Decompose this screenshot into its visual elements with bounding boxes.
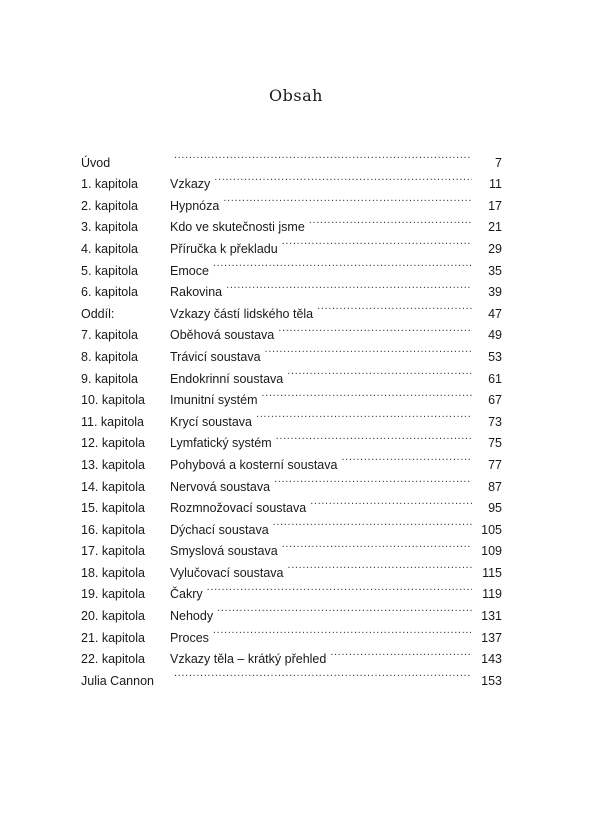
toc-entry-label: 22. kapitola — [81, 652, 145, 667]
toc-entry — [81, 534, 502, 559]
toc-leader-dots — [287, 361, 472, 383]
toc-entry-page: 53 — [488, 349, 502, 364]
toc-entry-label: 3. kapitola — [81, 220, 138, 235]
toc-entry — [81, 210, 502, 235]
toc-leader-dots — [256, 404, 472, 426]
toc-entry-label: 12. kapitola — [81, 436, 145, 451]
toc-entry — [81, 598, 502, 624]
toc-entry-page: 87 — [488, 479, 502, 494]
toc-entry — [81, 383, 502, 408]
toc-entry-label: 5. kapitola — [81, 263, 138, 278]
toc-entry-label: 11. kapitola — [81, 414, 145, 429]
toc-entry-label: 2. kapitola — [81, 198, 138, 213]
toc-leader-dots — [276, 426, 472, 448]
toc-entry-label: 18. kapitola — [81, 565, 145, 580]
toc-entry — [81, 296, 502, 321]
toc-entry-label: 10. kapitola — [81, 393, 145, 408]
toc-entry — [81, 512, 502, 537]
toc-entry-page: 61 — [488, 371, 502, 386]
toc-entry-page: 105 — [481, 522, 502, 537]
toc-entry-page: 131 — [481, 609, 502, 624]
toc-entry-label: 6. kapitola — [81, 285, 138, 300]
toc-entry-page: 11 — [489, 177, 502, 192]
toc-leader-dots — [278, 318, 472, 340]
toc-leader-dots — [174, 145, 472, 167]
toc-entry-label: 16. kapitola — [81, 522, 145, 537]
toc-entry-page: 109 — [481, 544, 502, 559]
toc-entry — [81, 231, 502, 256]
toc-entry-label: 19. kapitola — [81, 587, 145, 602]
toc-entry-page: 73 — [488, 414, 502, 429]
toc-leader-dots — [226, 275, 472, 297]
toc-entry — [81, 555, 502, 580]
toc-entry-title: Trávicí soustava — [170, 349, 261, 364]
toc-leader-dots — [213, 253, 472, 275]
toc-entry-title: Imunitní systém — [170, 393, 258, 408]
toc-entry — [81, 318, 502, 343]
toc-leader-dots — [287, 555, 472, 577]
toc-entry-title: Příručka k překladu — [170, 241, 278, 256]
toc-entry-page: 137 — [481, 630, 502, 645]
toc-entry — [81, 361, 502, 386]
toc-entry — [81, 426, 502, 451]
toc-entry — [81, 663, 502, 688]
toc-leader-dots — [265, 339, 472, 361]
toc-entry-label: Úvod — [81, 155, 111, 170]
toc-entry-label: 21. kapitola — [81, 630, 145, 645]
toc-entry-page: 21 — [488, 220, 502, 235]
toc-entry-page: 115 — [482, 565, 502, 580]
toc-entry-title: Vzkazy těla – krátký přehled — [170, 652, 327, 667]
toc-entry-title: Hypnóza — [170, 198, 220, 213]
toc-entry-label: 15. kapitola — [81, 501, 145, 516]
toc-entry-title: Endokrinní soustava — [170, 371, 284, 386]
toc-entry-title: Oběhová soustava — [170, 328, 275, 343]
toc-entry-title: Krycí soustava — [170, 414, 252, 429]
toc-entry-page: 153 — [481, 673, 502, 688]
toc-entry-page: 35 — [488, 263, 502, 278]
toc-entry-label: 17. kapitola — [81, 544, 145, 559]
toc-leader-dots — [310, 491, 472, 513]
toc-entry — [81, 447, 502, 472]
toc-leader-dots — [309, 210, 472, 232]
toc-entry-label: 20. kapitola — [81, 609, 145, 624]
toc-entry-title: Vzkazy částí lidského těla — [170, 306, 314, 321]
toc-leader-dots — [282, 534, 472, 556]
toc-entry-title: Čakry — [170, 587, 203, 602]
toc-entry — [81, 145, 502, 170]
toc-entry — [81, 642, 502, 667]
toc-entry — [81, 275, 502, 300]
toc-entry-title: Rakovina — [170, 285, 223, 300]
table-of-contents — [81, 145, 502, 688]
toc-entry-title: Nehody — [170, 609, 214, 624]
toc-entry-page: 49 — [488, 328, 502, 343]
toc-entry-title: Vylučovací soustava — [170, 565, 284, 580]
toc-leader-dots — [330, 642, 472, 664]
toc-entry-page: 47 — [488, 306, 502, 321]
toc-entry-page: 39 — [488, 285, 502, 300]
toc-leader-dots — [341, 447, 472, 469]
toc-entry-label: 8. kapitola — [81, 349, 138, 364]
toc-leader-dots — [214, 167, 472, 189]
toc-entry-label: 7. kapitola — [81, 328, 138, 343]
toc-leader-dots — [207, 577, 472, 599]
toc-entry-title: Pohybová a kosterní soustava — [170, 457, 338, 472]
toc-entry-label: Julia Cannon — [81, 673, 154, 688]
toc-entry-title: Rozmnožovací soustava — [170, 501, 307, 516]
toc-entry-title: Dýchací soustava — [170, 522, 269, 537]
toc-entry-label: 4. kapitola — [81, 241, 138, 256]
toc-entry-page: 17 — [488, 198, 502, 213]
toc-entry — [81, 491, 502, 516]
toc-entry — [81, 167, 502, 192]
toc-leader-dots — [282, 231, 472, 253]
toc-entry — [81, 339, 502, 364]
toc-leader-dots — [217, 598, 472, 620]
toc-entry-label: Oddíl: — [81, 306, 115, 321]
page-title: Obsah — [269, 86, 323, 105]
toc-entry-label: 1. kapitola — [81, 177, 138, 192]
toc-entry-title: Proces — [170, 630, 209, 645]
toc-entry-label: 13. kapitola — [81, 457, 145, 472]
toc-entry-label: 9. kapitola — [81, 371, 138, 386]
toc-entry-label: 14. kapitola — [81, 479, 145, 494]
toc-entry-title: Lymfatický systém — [170, 436, 272, 451]
toc-entry — [81, 188, 502, 213]
toc-entry-page: 143 — [481, 652, 502, 667]
toc-entry-title: Emoce — [170, 263, 209, 278]
toc-leader-dots — [223, 188, 472, 210]
toc-entry-title: Nervová soustava — [170, 479, 271, 494]
toc-entry — [81, 404, 502, 429]
toc-entry-page: 7 — [495, 155, 502, 170]
toc-entry — [81, 469, 502, 494]
toc-leader-dots — [174, 663, 472, 685]
toc-entry-page: 95 — [488, 501, 502, 516]
toc-entry-title: Vzkazy — [170, 177, 211, 192]
toc-leader-dots — [317, 296, 472, 318]
toc-leader-dots — [274, 469, 472, 491]
toc-entry-page: 77 — [488, 457, 502, 472]
toc-leader-dots — [262, 383, 472, 405]
toc-entry — [81, 577, 502, 602]
toc-entry — [81, 620, 502, 645]
toc-leader-dots — [273, 512, 472, 534]
toc-entry — [81, 253, 502, 278]
toc-entry-page: 119 — [482, 587, 502, 602]
toc-leader-dots — [213, 620, 472, 642]
toc-entry-page: 67 — [488, 393, 502, 408]
toc-entry-page: 29 — [488, 241, 502, 256]
toc-entry-page: 75 — [488, 436, 502, 451]
toc-entry-title: Smyslová soustava — [170, 544, 278, 559]
toc-entry-title: Kdo ve skutečnosti jsme — [170, 220, 305, 235]
